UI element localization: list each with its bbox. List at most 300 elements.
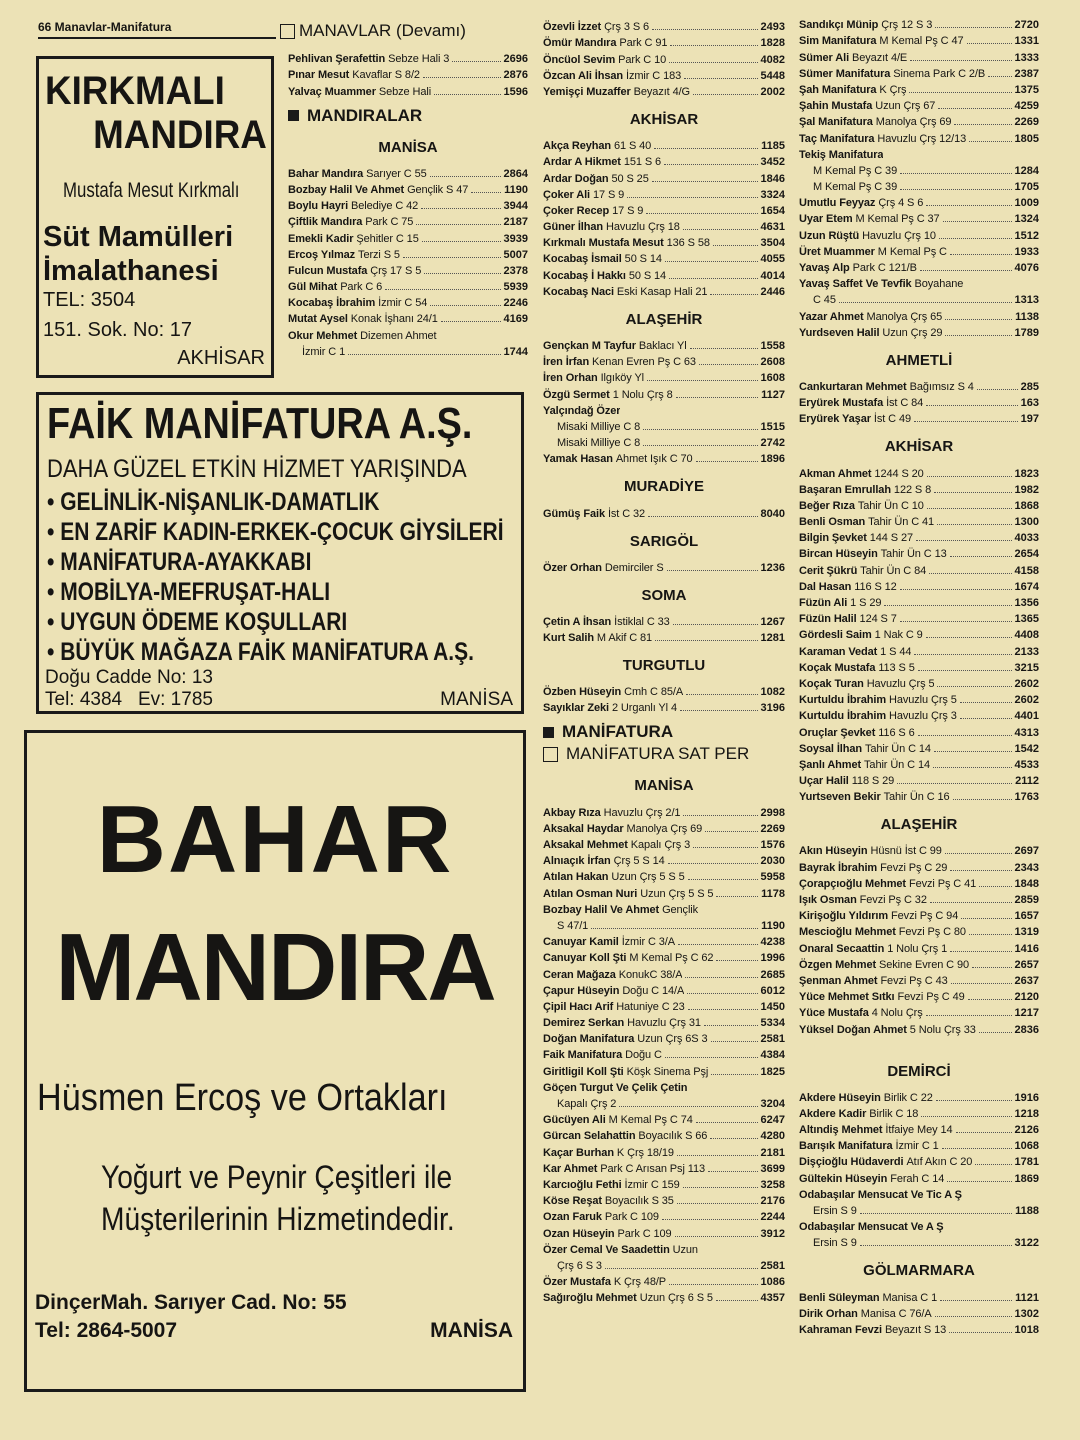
- dot-leader: [897, 783, 1012, 784]
- entry-address: Park C 109: [604, 1211, 659, 1224]
- entry-address: Fevzi Pş C 43: [880, 974, 948, 987]
- entry-phone: 1121: [1015, 1291, 1039, 1304]
- entry-name-text: Yalçındağ Özer: [543, 404, 621, 417]
- entry-address: 61 S 40: [613, 140, 652, 153]
- listing-entry: [543, 153, 785, 169]
- entry-name-text: Yavaş Alp: [799, 262, 850, 274]
- empty-square-icon: [280, 24, 295, 39]
- entry-name: [813, 293, 836, 307]
- entry-address: Beyazıt 4/E: [852, 51, 908, 64]
- listing-entry: [799, 81, 1039, 97]
- entry-phone: 2720: [1014, 19, 1039, 32]
- listing-entry: [543, 418, 785, 434]
- listing-entry: [799, 707, 1039, 723]
- dot-leader: [935, 27, 1011, 28]
- listing-entry: [543, 337, 785, 353]
- entry-name: [799, 628, 923, 642]
- entry-name-text: Işık Osman: [799, 894, 857, 906]
- entry-address: M Kemal Pş C: [877, 245, 947, 258]
- dot-leader: [627, 197, 757, 198]
- entry-address: Eski Kasap Hali 21: [616, 285, 708, 298]
- entry-address: Şehitler C 15: [356, 232, 419, 245]
- entry-address: Park C 6: [340, 281, 383, 294]
- entry-address: Çrş 6 S 3: [557, 1259, 602, 1272]
- listing-entry: [799, 464, 1039, 480]
- dot-leader: [979, 1032, 1012, 1033]
- entry-name-text: Pehlivan Şerafettin: [288, 53, 386, 66]
- entry-name-text: Özgen Mehmet: [799, 958, 877, 971]
- entry-name: [799, 974, 948, 988]
- listing-entry: [543, 353, 785, 369]
- entry-address: Fevzi Pş C 29: [880, 861, 948, 874]
- entry-phone: 1190: [761, 919, 785, 932]
- entry-phone: 1763: [1014, 791, 1039, 804]
- entry-name: [543, 1113, 693, 1127]
- entry-name: [799, 844, 942, 858]
- dot-leader: [670, 45, 757, 46]
- entry-address: 116 S 12: [854, 580, 897, 593]
- dot-leader: [678, 944, 758, 945]
- dot-leader: [960, 718, 1012, 719]
- entry-phone: 1558: [760, 340, 785, 352]
- listing-entry: [288, 82, 528, 98]
- listing-entry: [543, 402, 785, 418]
- listing-entry: [799, 394, 1039, 410]
- entry-address: 1 S 44: [880, 645, 912, 658]
- filled-square-icon: [288, 110, 299, 121]
- entry-name-text: Barışık Manifatura: [799, 1140, 893, 1153]
- listing-entry: [799, 1234, 1039, 1250]
- dot-leader: [683, 815, 757, 816]
- dot-leader: [688, 879, 758, 880]
- entry-phone: 1178: [761, 887, 785, 900]
- entry-address: Tahir Ün C 10: [857, 499, 924, 512]
- entry-name-text: Yüksel Doğan Ahmet: [799, 1023, 907, 1036]
- entry-address: Tahir Ün C 14: [864, 742, 931, 755]
- entry-address: Havuzlu Çrş 12/13: [877, 132, 967, 145]
- entry-address: Sinema Park C 2/B: [893, 67, 986, 80]
- entry-name-text: Çoker Ali: [543, 188, 590, 201]
- entry-name-text: Atılan Osman Nuri: [543, 887, 638, 900]
- dot-leader: [969, 934, 1012, 935]
- entry-name: [288, 85, 431, 99]
- entry-name-text: Atılan Hakan: [543, 871, 609, 884]
- listing-entry: [288, 213, 528, 229]
- entry-name: [543, 339, 687, 353]
- entry-phone: 1127: [761, 388, 785, 401]
- listing-entry: [799, 875, 1039, 891]
- entry-phone: 1576: [760, 839, 785, 851]
- entry-phone: 2654: [1014, 548, 1039, 561]
- entry-phone: 1333: [1014, 51, 1039, 64]
- entry-address: İtfaiye Mey 14: [885, 1124, 953, 1137]
- entry-address: Park C Arısan Psj 113: [600, 1162, 705, 1175]
- entry-name-text: Tekiş Manifatura: [799, 148, 884, 161]
- listing-entry: [543, 202, 785, 218]
- dot-leader: [416, 224, 500, 225]
- entry-address: Uzun Çrş 6 S 5: [639, 1292, 713, 1305]
- entry-address: Gençlik S 47: [407, 183, 469, 196]
- bahar-ad: [24, 730, 526, 1392]
- entry-name: [543, 1081, 687, 1095]
- entry-address: 122 S 8: [893, 483, 932, 496]
- listing-entry: [543, 1289, 785, 1305]
- entry-name-text: Çorapçıoğlu Mehmet: [799, 877, 906, 890]
- entry-name: [813, 180, 897, 194]
- listing-entry: [799, 578, 1039, 594]
- dot-leader: [430, 305, 500, 306]
- entry-name-text: Odabaşılar Mensucat Ve Tic A Ş: [799, 1188, 962, 1201]
- entry-name: [799, 380, 974, 394]
- entry-name-text: Aksakal Haydar: [543, 822, 624, 835]
- listing-entry: [543, 385, 785, 401]
- entry-phone: 2387: [1014, 67, 1039, 80]
- listing-entry: [543, 683, 785, 699]
- entry-name: [543, 1210, 659, 1224]
- dot-leader: [945, 853, 1012, 854]
- dot-leader: [662, 1219, 758, 1220]
- entry-phone: 5334: [760, 1017, 785, 1030]
- dot-leader: [900, 589, 1012, 590]
- listing-entry: [799, 1218, 1039, 1234]
- entry-name-text: Kocabaş İsmail: [543, 253, 622, 266]
- dot-leader: [704, 1025, 758, 1026]
- dot-leader: [677, 1203, 758, 1204]
- entry-name-text: Sayıklar Zeki: [543, 702, 609, 715]
- listing-entry: [543, 266, 785, 282]
- entry-name-text: Ardar A Hikmet: [543, 156, 621, 169]
- listing-entry: [543, 1257, 785, 1273]
- entry-phone: 1068: [1014, 1140, 1039, 1153]
- entry-phone: 2657: [1014, 958, 1039, 971]
- entry-name: [543, 951, 713, 965]
- listing-entry: [799, 1186, 1039, 1202]
- entry-name-text: Pınar Mesut: [288, 69, 350, 82]
- entry-name-text: Benli Süleyman: [799, 1291, 880, 1304]
- entry-name-text: Dişçioğlu Hüdaverdi: [799, 1156, 904, 1169]
- bahar-city: MANİSA: [430, 1319, 513, 1342]
- entry-name: [543, 870, 685, 884]
- entry-phone: 1281: [760, 632, 785, 645]
- entry-name-text: Akdere Kadir: [799, 1107, 867, 1120]
- entry-name: [543, 204, 643, 218]
- entry-phone: 3122: [1014, 1237, 1039, 1250]
- entry-name: [799, 396, 923, 410]
- entry-address: Kapalı Çrş 3: [630, 839, 691, 851]
- entry-name-text: Ceran Mağaza: [543, 968, 616, 981]
- entry-address: Tahir Ün C 13: [880, 548, 947, 561]
- entry-phone: 1319: [1014, 926, 1039, 939]
- entry-phone: 2446: [760, 285, 785, 298]
- entry-name-text: Yurdseven Halil: [799, 326, 880, 339]
- entry-address: Beyazıt 4/G: [633, 85, 691, 98]
- entry-name: [799, 212, 940, 226]
- entry-name: [799, 645, 911, 659]
- entry-name: [543, 404, 620, 418]
- entry-phone: 1542: [1014, 742, 1039, 755]
- category-heading-text: MANİFATURA: [562, 722, 674, 742]
- entry-address: Terzi S 5: [358, 248, 400, 261]
- entry-phone: 1236: [760, 561, 785, 574]
- dot-leader: [939, 238, 1012, 239]
- entry-name: [543, 155, 661, 169]
- entry-name-text: Çoker Recep: [543, 204, 610, 217]
- entry-name: [543, 1243, 698, 1257]
- empty-square-icon: [543, 747, 558, 762]
- entry-address: 1 Nak C 9: [874, 629, 923, 642]
- entry-address: 118 S 29: [851, 775, 895, 788]
- entry-phone: 4033: [1014, 532, 1039, 545]
- dot-leader: [680, 710, 758, 711]
- entry-address: Fevzi Pş C 49: [897, 991, 965, 1004]
- entry-phone: 2836: [1014, 1023, 1039, 1036]
- entry-phone: 1416: [1014, 942, 1039, 955]
- entry-address: 151 S 6: [623, 156, 662, 169]
- listing-entry: [799, 740, 1039, 756]
- listing-entry: [288, 165, 528, 181]
- listing-entry: [799, 788, 1039, 804]
- entry-address: Park C 10: [618, 53, 667, 66]
- dot-leader: [940, 1300, 1012, 1301]
- entry-name: [799, 1188, 962, 1202]
- listing-entry: [543, 998, 785, 1014]
- entry-name: [543, 701, 677, 715]
- city-heading: AKHİSAR: [629, 110, 699, 128]
- entry-address: 136 S 58: [666, 237, 710, 250]
- entry-address: Bağımsız S 4: [909, 380, 974, 393]
- entry-name-text: Cerit Şükrü: [799, 564, 858, 577]
- dot-leader: [860, 1213, 1012, 1214]
- entry-name: [543, 685, 683, 699]
- listing-entry: [799, 146, 1039, 162]
- entry-phone: 3204: [760, 1098, 785, 1110]
- listing-entry: [543, 868, 785, 884]
- listing-entry: [543, 34, 785, 50]
- entry-address: Atıf Akın C 20: [906, 1156, 973, 1169]
- entry-phone: 1515: [760, 420, 785, 433]
- listing-entry: [799, 129, 1039, 145]
- entry-name-text: Sümer Manifatura: [799, 67, 891, 80]
- entry-name-text: Başaran Emrullah: [799, 483, 891, 496]
- entry-name: [799, 1307, 932, 1321]
- dot-leader: [947, 1181, 1011, 1182]
- entry-name: [543, 561, 664, 575]
- bahar-owners: Hüsmen Ercoş ve Ortakları: [37, 1077, 448, 1119]
- entry-name-text: Özcan Ali İhsan: [543, 69, 624, 82]
- entry-name-text: Uyar Etem: [799, 213, 853, 226]
- entry-name-text: Gücüyen Ali: [543, 1114, 606, 1127]
- category-heading: [543, 721, 785, 743]
- listing-entry: [543, 820, 785, 836]
- dot-leader: [683, 1187, 758, 1188]
- dot-leader: [696, 1122, 758, 1123]
- entry-address: Hatuniye C 23: [616, 1000, 685, 1013]
- entry-name-text: Odabaşılar Mensucat Ve A Ş: [799, 1221, 944, 1234]
- entry-name: [557, 420, 640, 434]
- dot-leader: [643, 445, 757, 446]
- entry-name-text: Oruçlar Şevket: [799, 726, 876, 739]
- entry-name-text: Kurtuldu İbrahim: [799, 694, 887, 707]
- entry-address: 1 Nolu Çrş 1: [887, 942, 948, 955]
- entry-name: [799, 1291, 937, 1305]
- entry-name: [799, 34, 964, 48]
- entry-address: Boyacılık S 66: [638, 1130, 708, 1143]
- entry-phone: 1896: [760, 453, 785, 466]
- entry-address: M Akif C 81: [596, 632, 653, 645]
- bahar-slogan1: Yoğurt ve Peynir Çeşitleri ile: [101, 1159, 453, 1195]
- entry-name: [799, 693, 957, 707]
- entry-address: M Kemal Pş C 47: [879, 35, 964, 48]
- dot-leader: [705, 831, 757, 832]
- listing-column-1: [288, 50, 528, 359]
- entry-name-text: Çapur Hüseyin: [543, 984, 620, 997]
- dot-leader: [950, 870, 1011, 871]
- entry-address: Misaki Milliye C 8: [557, 437, 641, 450]
- listing-entry: [799, 1020, 1039, 1036]
- entry-name: [799, 564, 926, 578]
- entry-phone: 3258: [760, 1178, 785, 1191]
- listing-entry: [543, 67, 785, 83]
- entry-address: 124 S 7: [859, 613, 897, 626]
- entry-name-text: Çetin A İhsan: [543, 615, 612, 628]
- entry-phone: 4055: [760, 253, 785, 266]
- entry-address: 116 S 6: [878, 726, 915, 739]
- listing-entry: [799, 858, 1039, 874]
- dot-leader: [654, 148, 758, 149]
- entry-phone: 1933: [1014, 245, 1039, 258]
- dot-leader: [693, 847, 757, 848]
- entry-name-text: Demirez Serkan: [543, 1017, 625, 1030]
- entry-address: Havuzlu Çrş 18: [606, 221, 680, 234]
- dot-leader: [930, 902, 1012, 903]
- entry-name-text: Gültekin Hüseyin: [799, 1172, 888, 1185]
- entry-name-text: Şahin Mustafa: [799, 100, 873, 113]
- entry-address: İzmir C 54: [378, 297, 428, 310]
- listing-entry: [543, 137, 785, 153]
- entry-phone: 1217: [1014, 1007, 1039, 1020]
- entry-name: [799, 245, 947, 259]
- entry-address: M Kemal Pş C 62: [629, 952, 714, 965]
- dot-leader: [675, 1236, 758, 1237]
- entry-address: İzmir C 1: [895, 1140, 939, 1153]
- entry-address: M Kemal Pş C 39: [813, 181, 898, 194]
- dot-leader: [424, 273, 500, 274]
- entry-name-text: Gül Mihat: [288, 281, 338, 294]
- listing-entry: [799, 939, 1039, 955]
- kirkmali-ad: [36, 56, 274, 378]
- listing-entry: [799, 1169, 1039, 1185]
- listing-entry: [799, 988, 1039, 1004]
- entry-phone: 4169: [503, 313, 528, 326]
- entry-address: Havuzlu Çrş 3: [888, 710, 957, 723]
- dot-leader: [926, 1015, 1012, 1016]
- listing-entry: [799, 675, 1039, 691]
- listing-entry: [543, 1224, 785, 1240]
- category-heading: [288, 105, 528, 127]
- entry-name-text: Kırkmalı Mustafa Mesut: [543, 237, 664, 250]
- entry-address: 5 Nolu Çrş 33: [909, 1023, 976, 1036]
- entry-name: [799, 132, 966, 146]
- entry-phone: 6012: [760, 984, 785, 997]
- entry-phone: 1996: [760, 952, 785, 965]
- entry-name: [288, 248, 400, 262]
- dot-leader: [667, 570, 758, 571]
- entry-name: [799, 261, 917, 275]
- entry-name-text: Kar Ahmet: [543, 1162, 598, 1175]
- faik-bullet: • MANİFATURA-AYAKKABI: [47, 548, 312, 576]
- listing-entry: [799, 772, 1039, 788]
- entry-address: Uzun Çrş 29: [882, 326, 943, 339]
- entry-name-text: Altındiş Mehmet: [799, 1124, 883, 1137]
- entry-address: Fevzi Pş C 32: [859, 894, 927, 906]
- city-heading: TURGUTLU: [622, 657, 706, 675]
- entry-phone: 1657: [1014, 910, 1039, 923]
- listing-entry: [543, 283, 785, 299]
- listing-entry: [799, 210, 1039, 226]
- entry-phone: 1267: [760, 615, 785, 628]
- entry-name: [799, 877, 976, 891]
- entry-name: [543, 968, 682, 982]
- dot-leader: [900, 173, 1011, 174]
- entry-name-text: Doğan Manifatura: [543, 1033, 635, 1046]
- entry-name-text: Sim Manifatura: [799, 35, 877, 48]
- entry-name-text: Ercoş Yılmaz: [288, 248, 356, 261]
- dot-leader: [716, 1300, 758, 1301]
- listing-entry: [543, 1030, 785, 1046]
- entry-name-text: Ozan Faruk: [543, 1211, 602, 1224]
- entry-phone: 2581: [760, 1033, 785, 1046]
- entry-address: Sebze Hali: [378, 85, 432, 98]
- listing-entry: [543, 559, 785, 575]
- entry-name: [543, 371, 644, 385]
- section-title-text: MANAVLAR (Devamı): [299, 21, 466, 40]
- entry-address: Manolya Çrş 65: [866, 310, 943, 323]
- entry-phone: 1596: [503, 85, 528, 98]
- entry-name: [799, 861, 947, 875]
- entry-address: Çrş 4 S 6: [878, 197, 924, 210]
- entry-name: [543, 36, 667, 50]
- listing-entry: [799, 378, 1039, 394]
- entry-name-text: Mescioğlu Mehmet: [799, 926, 896, 939]
- entry-name: [799, 990, 965, 1004]
- dot-leader: [900, 621, 1012, 622]
- listing-entry: [799, 48, 1039, 64]
- entry-name: [813, 1204, 857, 1218]
- entry-phone: 3215: [1014, 661, 1039, 674]
- entry-address: 4 Nolu Çrş: [871, 1007, 923, 1020]
- entry-phone: 1356: [1014, 597, 1039, 609]
- entry-name-text: Emekli Kadir: [288, 232, 354, 245]
- dot-leader: [972, 967, 1011, 968]
- listing-entry: [799, 545, 1039, 561]
- dot-leader: [921, 1116, 1011, 1117]
- entry-phone: 1805: [1014, 132, 1039, 145]
- entry-name-text: Şenman Ahmet: [799, 974, 878, 987]
- entry-name: [557, 1259, 602, 1273]
- entry-phone: 2126: [1014, 1124, 1039, 1137]
- entry-address: Tahir Ün C 41: [868, 516, 935, 529]
- entry-name: [799, 1107, 918, 1121]
- dot-leader: [916, 540, 1012, 541]
- city-heading: SOMA: [641, 586, 687, 604]
- entry-address: Havuzlu Çrş 5: [888, 694, 957, 707]
- city-heading: GÖLMARMARA: [863, 1262, 975, 1280]
- entry-phone: 3699: [760, 1162, 785, 1175]
- entry-phone: 2246: [503, 297, 528, 310]
- entry-name: [799, 709, 957, 723]
- kirkmali-address: 151. Sok. No: 17: [43, 319, 192, 341]
- listing-entry: [288, 343, 528, 359]
